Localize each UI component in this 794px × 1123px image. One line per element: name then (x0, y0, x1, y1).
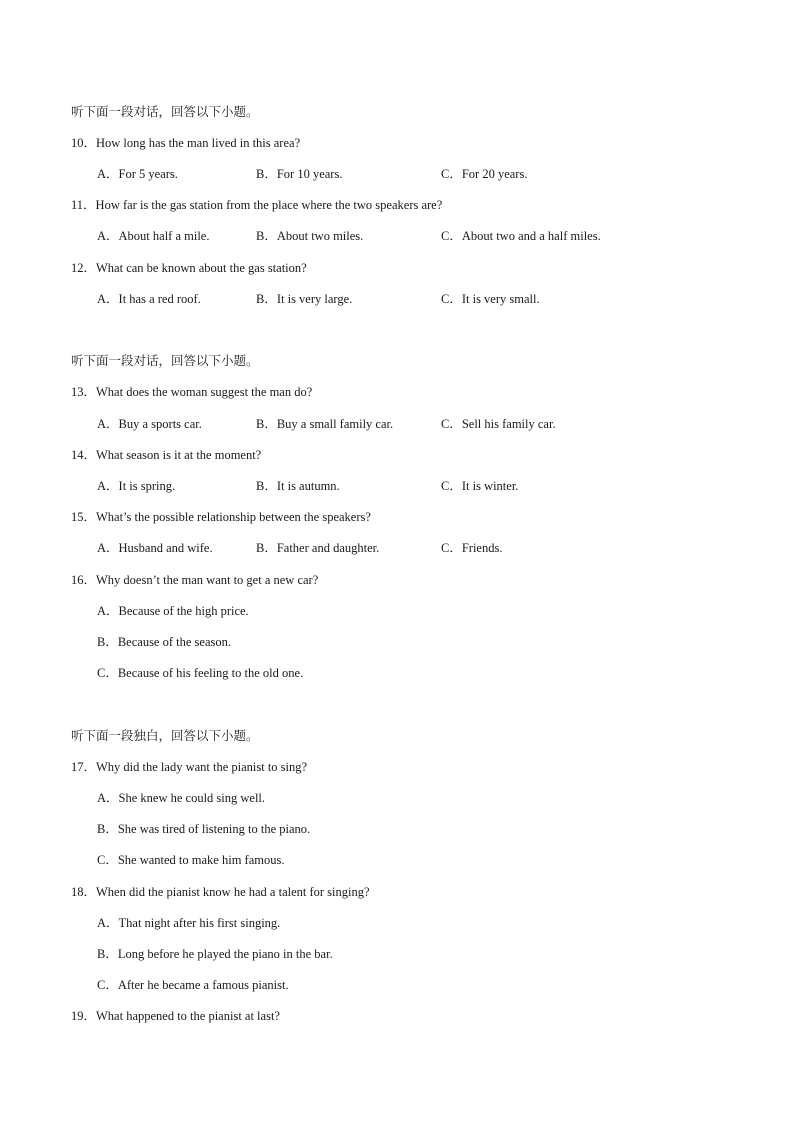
option-a: A．About half a mile. (97, 229, 210, 243)
option-c: C．Sell his family car. (441, 417, 556, 431)
option-b: B．She was tired of listening to the piano. (97, 822, 311, 836)
section-heading: 听下面一段对话，回答以下小题。 (71, 104, 259, 119)
option-b: B．Long before he played the piano in the bar. (97, 947, 333, 961)
question-14: 14．What season is it at the moment? (71, 448, 262, 462)
option-a: A．Buy a sports car. (97, 417, 202, 431)
option-c: C．After he became a famous pianist. (97, 978, 289, 992)
section-heading: 听下面一段对话，回答以下小题。 (71, 353, 259, 368)
option-b: B．About two miles. (256, 229, 364, 243)
question-15: 15．What’s the possible relationship between the speakers? (71, 510, 371, 524)
option-b: B．Father and daughter. (256, 541, 380, 555)
option-c: C．It is winter. (441, 479, 519, 493)
question-12: 12．What can be known about the gas station? (71, 261, 307, 275)
option-c: C．She wanted to make him famous. (97, 853, 285, 867)
option-b: B．It is autumn. (256, 479, 340, 493)
option-a: A．That night after his first singing. (97, 916, 281, 930)
option-c: C．About two and a half miles. (441, 229, 601, 243)
section-heading: 听下面一段独白，回答以下小题。 (71, 728, 259, 743)
option-b: B．For 10 years. (256, 167, 343, 181)
option-a: A．It is spring. (97, 479, 176, 493)
option-a: A．Because of the high price. (97, 604, 249, 618)
option-c: C．For 20 years. (441, 167, 528, 181)
option-a: A．It has a red roof. (97, 292, 201, 306)
question-17: 17．Why did the lady want the pianist to sing? (71, 760, 308, 774)
option-b: B．Buy a small family car. (256, 417, 394, 431)
option-b: B．It is very large. (256, 292, 353, 306)
question-10: 10．How long has the man lived in this area? (71, 136, 301, 150)
option-b: B．Because of the season. (97, 635, 231, 649)
option-a: A．She knew he could sing well. (97, 791, 266, 805)
question-19: 19．What happened to the pianist at last? (71, 1009, 280, 1023)
option-c: C．Friends. (441, 541, 503, 555)
option-a: A．For 5 years. (97, 167, 178, 181)
option-c: C．It is very small. (441, 292, 540, 306)
question-16: 16．Why doesn’t the man want to get a new car? (71, 573, 319, 587)
question-18: 18．When did the pianist know he had a talent for singing? (71, 885, 370, 899)
question-11: 11．How far is the gas station from the place where the two speakers are? (71, 198, 443, 212)
question-13: 13．What does the woman suggest the man do? (71, 385, 313, 399)
option-a: A．Husband and wife. (97, 541, 213, 555)
option-c: C．Because of his feeling to the old one. (97, 666, 304, 680)
